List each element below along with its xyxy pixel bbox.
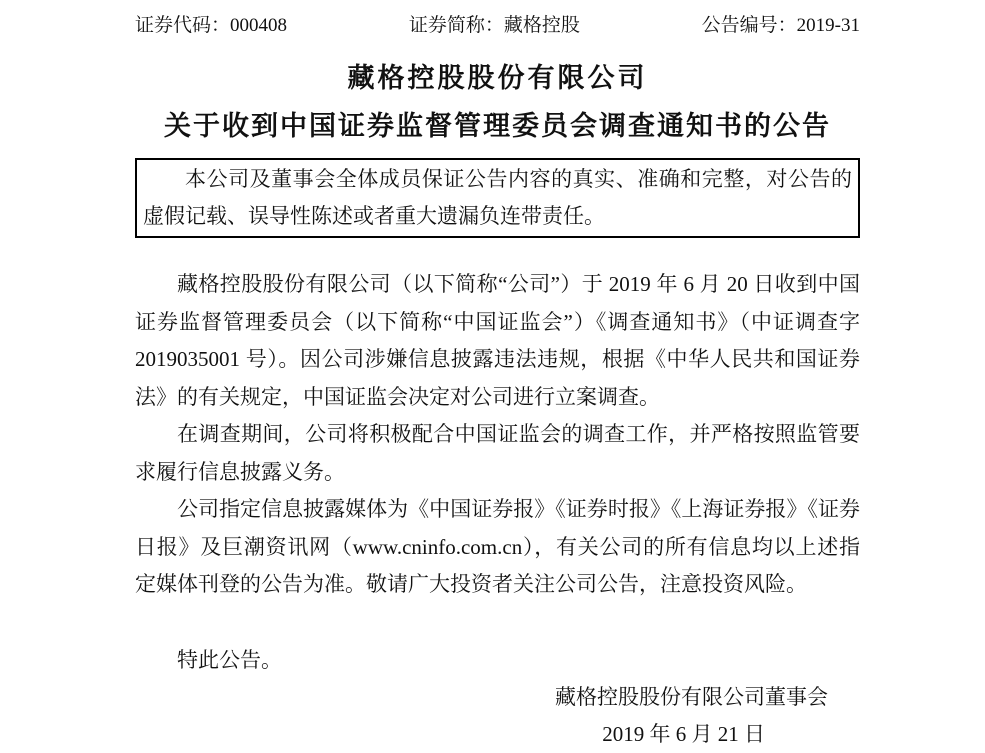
stock-short-name: 证券简称：藏格控股 <box>408 15 580 36</box>
announcement-title: 关于收到中国证券监督管理委员会调查通知书的公告 <box>164 111 831 141</box>
announcement-body <box>135 266 860 604</box>
announcement-date: 2019 年 6 月 21 日 <box>602 721 765 746</box>
company-name-title: 藏格控股股份有限公司 <box>347 63 648 93</box>
closing-statement: 特此公告。 <box>177 647 282 672</box>
board-signature: 藏格控股股份有限公司董事会 <box>555 684 828 709</box>
body-paragraph-3: 公司指定信息披露媒体为《中国证券报》《证券时报》《上海证券报》《证券日报》及巨潮资讯网（www.cninfo.com.cn），有关公司的所有信息均以上述指定媒体刊登的公告为准。敬请广大投资者关注公司公告，注意投资风险。 <box>135 497 860 596</box>
disclaimer-box <box>135 158 860 238</box>
body-paragraph-1: 藏格控股股份有限公司（以下简称“公司”）于 2019 年 6 月 20 日收到中国证券监督管理委员会（以下简称“中国证监会”）《调查通知书》（中证调查字 2019035001 号）。因公司涉嫌信息披露违法违规，根据《中华人民共和国证券法》的有关规定，中国证监会决定对公司进行立案调查。 <box>135 272 860 409</box>
body-paragraph-2: 在调查期间，公司将积极配合中国证监会的调查工作，并严格按照监管要求履行信息披露义务。 <box>135 422 860 484</box>
document-header-row <box>135 14 860 38</box>
disclaimer-text: 本公司及董事会全体成员保证公告内容的真实、准确和完整，对公告的虚假记载、误导性陈述或者重大遗漏负连带责任。 <box>143 167 852 228</box>
announcement-number: 公告编号：2019-31 <box>701 15 860 36</box>
stock-code: 证券代码：000408 <box>135 15 288 36</box>
